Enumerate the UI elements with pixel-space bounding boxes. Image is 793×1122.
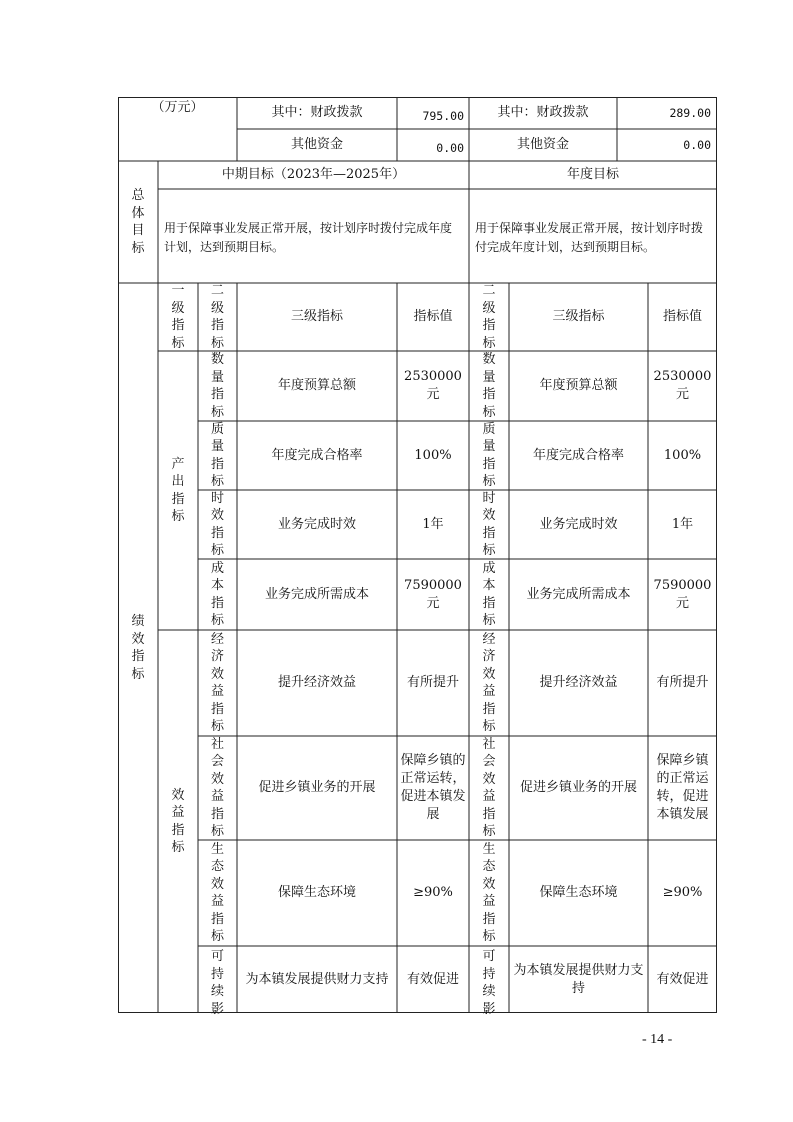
level3-cell: 年度完成合格率 <box>271 447 363 463</box>
value-cell: 2530000元 <box>404 369 462 402</box>
level2-cell: 可 持 续 影 <box>210 949 224 1017</box>
header-value-annual: 指标值 <box>662 309 702 324</box>
mid-term-target-text: 用于保障事业发展正常开展，按计划序时拨付完成年度计划，达到预期目标。 <box>164 221 453 254</box>
header-level3: 三级指标 <box>290 309 343 324</box>
level2-cell: 经 济 效 益 指 标 <box>210 631 224 734</box>
level2-cell: 时 效 指 标 <box>210 490 224 558</box>
level2-annual-cell: 可 持 续 影 <box>482 949 496 1017</box>
level3-cell: 促进乡镇业务的开展 <box>258 780 376 795</box>
value-annual-cell: 100% <box>663 447 702 463</box>
header-level1: 一 级 指 标 <box>171 283 185 351</box>
annual-target-text: 用于保障事业发展正常开展，按计划序时拨付完成年度计划，达到预期目标。 <box>475 221 704 254</box>
level3-cell: 业务完成所需成本 <box>264 586 369 602</box>
level2-annual-cell: 数 量 指 标 <box>482 352 496 420</box>
value-annual-cell: 有效促进 <box>656 971 709 987</box>
level3-annual-cell: 保障生态环境 <box>539 885 618 900</box>
mid-fiscal-value: 795.00 <box>422 109 464 123</box>
page-number: - 14 - <box>642 1032 673 1047</box>
level3-annual-cell: 为本镇发展提供财力支持 <box>513 962 644 996</box>
header-level2-annual: 二 级 指 标 <box>482 283 496 351</box>
level3-cell: 保障生态环境 <box>277 885 356 900</box>
value-cell: 7590000元 <box>404 577 462 611</box>
level2-annual-cell: 生 态 效 益 指 标 <box>482 841 496 944</box>
level3-cell: 为本镇发展提供财力支持 <box>245 971 389 987</box>
level2-cell: 生 态 效 益 指 标 <box>210 841 224 944</box>
annual-fiscal-label: 其中：财政拨款 <box>497 105 589 120</box>
header-level2: 二 级 指 标 <box>210 283 224 351</box>
level3-annual-cell: 促进乡镇业务的开展 <box>519 780 637 795</box>
level2-annual-cell: 社 会 效 益 指 标 <box>482 736 496 839</box>
header-level3-annual: 三级指标 <box>552 309 605 324</box>
value-annual-cell: 2530000元 <box>653 369 712 402</box>
level3-cell: 提升经济效益 <box>277 675 356 690</box>
level2-annual-cell: 成 本 指 标 <box>482 560 496 628</box>
level3-annual-cell: 业务完成所需成本 <box>526 586 631 602</box>
level3-annual-cell: 提升经济效益 <box>539 675 618 690</box>
value-annual-cell: 7590000元 <box>653 577 712 611</box>
annual-other-value: 0.00 <box>683 138 711 152</box>
value-annual-cell: 保障乡镇的正常运转，促进本镇发展 <box>656 753 709 822</box>
value-annual-cell: 有所提升 <box>656 675 709 690</box>
value-cell: 有效促进 <box>406 971 459 987</box>
group-output-indicators: 产 出 指 标 <box>171 456 185 524</box>
performance-target-table <box>118 97 717 1017</box>
value-cell: 100% <box>414 447 452 463</box>
level3-cell: 年度预算总额 <box>277 378 356 393</box>
level3-annual-cell: 业务完成时效 <box>539 516 618 532</box>
funding-unit-label: （万元） <box>151 100 204 115</box>
level3-annual-cell: 年度完成合格率 <box>532 447 624 463</box>
annual-target-header: 年度目标 <box>566 167 619 182</box>
level2-annual-cell: 时 效 指 标 <box>482 490 496 558</box>
value-annual-cell: 1年 <box>671 516 694 532</box>
level2-cell: 数 量 指 标 <box>210 352 224 420</box>
overall-target-label: 总 体 目 标 <box>131 188 145 256</box>
value-cell: 有所提升 <box>406 675 459 690</box>
value-cell: 保障乡镇的正常运转，促进本镇发展 <box>400 753 466 822</box>
mid-fiscal-label: 其中：财政拨款 <box>271 105 363 120</box>
value-cell: ≥90% <box>413 885 453 900</box>
level3-cell: 业务完成时效 <box>277 516 356 532</box>
group-benefit-indicators: 效 益 指 标 <box>171 787 185 855</box>
header-value: 指标值 <box>413 309 453 324</box>
level2-annual-cell: 经 济 效 益 指 标 <box>482 631 496 734</box>
annual-fiscal-value: 289.00 <box>669 106 711 120</box>
annual-other-label: 其他资金 <box>516 137 569 152</box>
level2-cell: 质 量 指 标 <box>210 421 224 489</box>
level2-cell: 成 本 指 标 <box>210 560 224 628</box>
value-annual-cell: ≥90% <box>662 885 703 900</box>
value-cell: 1年 <box>422 516 444 532</box>
mid-term-target-header: 中期目标（2023年—2025年） <box>221 167 406 182</box>
mid-other-value: 0.00 <box>436 141 464 155</box>
level2-annual-cell: 质 量 指 标 <box>482 421 496 489</box>
performance-indicator-label: 绩 效 指 标 <box>131 614 145 682</box>
level2-cell: 社 会 效 益 指 标 <box>210 736 224 839</box>
mid-other-label: 其他资金 <box>290 137 343 152</box>
level3-annual-cell: 年度预算总额 <box>539 378 618 393</box>
